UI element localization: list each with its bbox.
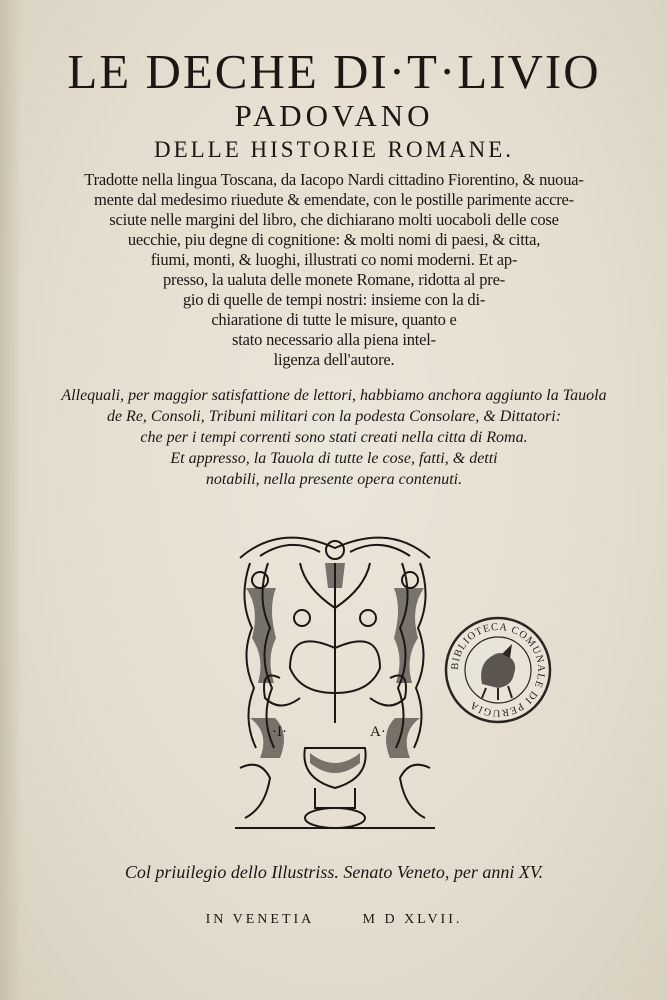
woodcut-initial-left: ·I· bbox=[272, 724, 287, 740]
description-line: chiaratione di tutte le misure, quanto e bbox=[211, 310, 457, 329]
privilege-line: Col priuilegio dello Illustriss. Senato Veneto, per anni XV. bbox=[124, 862, 544, 882]
description-line: presso, la ualuta delle monete Romane, ridotta al pre- bbox=[163, 270, 505, 289]
woodcut-initial-right: A· bbox=[370, 724, 386, 740]
stamp-text: BIBLIOTECA COMUNALE DI PERUGIA bbox=[449, 621, 547, 719]
imprint-year: M D XLVII. bbox=[362, 912, 463, 927]
imprint bbox=[0, 910, 668, 930]
italic-note-line: Et appresso, la Tauola di tutte le cose, fatti, & detti bbox=[170, 450, 498, 467]
description-line: sciute nelle margini del libro, che dichiarano molti uocaboli delle cose bbox=[109, 210, 559, 229]
printers-device-woodcut bbox=[220, 518, 450, 840]
italic-note-line: notabili, nella presente opera contenuti. bbox=[205, 471, 463, 488]
description-line: fiumi, monti, & luoghi, illustrati co nomi moderni. Et ap- bbox=[150, 250, 518, 269]
description-line: Tradotte nella lingua Toscana, da Iacopo Nardi cittadino Fiorentino, & nuoua- bbox=[84, 170, 584, 189]
italic-note-line: de Re, Consoli, Tribuni militari con la podesta Consolare, & Dittatori: bbox=[106, 408, 562, 425]
imprint-place: IN VENETIA bbox=[205, 912, 314, 927]
book-title: LE DECHE DI·T·LIVIO bbox=[67, 44, 601, 99]
library-stamp bbox=[442, 614, 554, 726]
book-subtitle: DELLE HISTORIE ROMANE. bbox=[153, 137, 515, 162]
description-line: uecchie, piu degne di cognitione: & molti nomi di paesi, & citta, bbox=[127, 230, 541, 249]
description-line: stato necessario alla piena intel- bbox=[232, 330, 436, 349]
description-line: gio di quelle de tempi nostri: insieme con la di- bbox=[182, 290, 486, 309]
description-line: mente dal medesimo riuedute & emendate, con le postille parimente accre- bbox=[94, 190, 574, 209]
description-line: ligenza dell'autore. bbox=[273, 350, 395, 369]
italic-note-line: che per i tempi correnti sono stati creati nella citta di Roma. bbox=[140, 429, 528, 446]
italic-note-line: Allequali, per maggior satisfattione de lettori, habbiamo anchora aggiunto la Tauola bbox=[61, 387, 607, 404]
author-origin: PADOVANO bbox=[234, 98, 434, 133]
